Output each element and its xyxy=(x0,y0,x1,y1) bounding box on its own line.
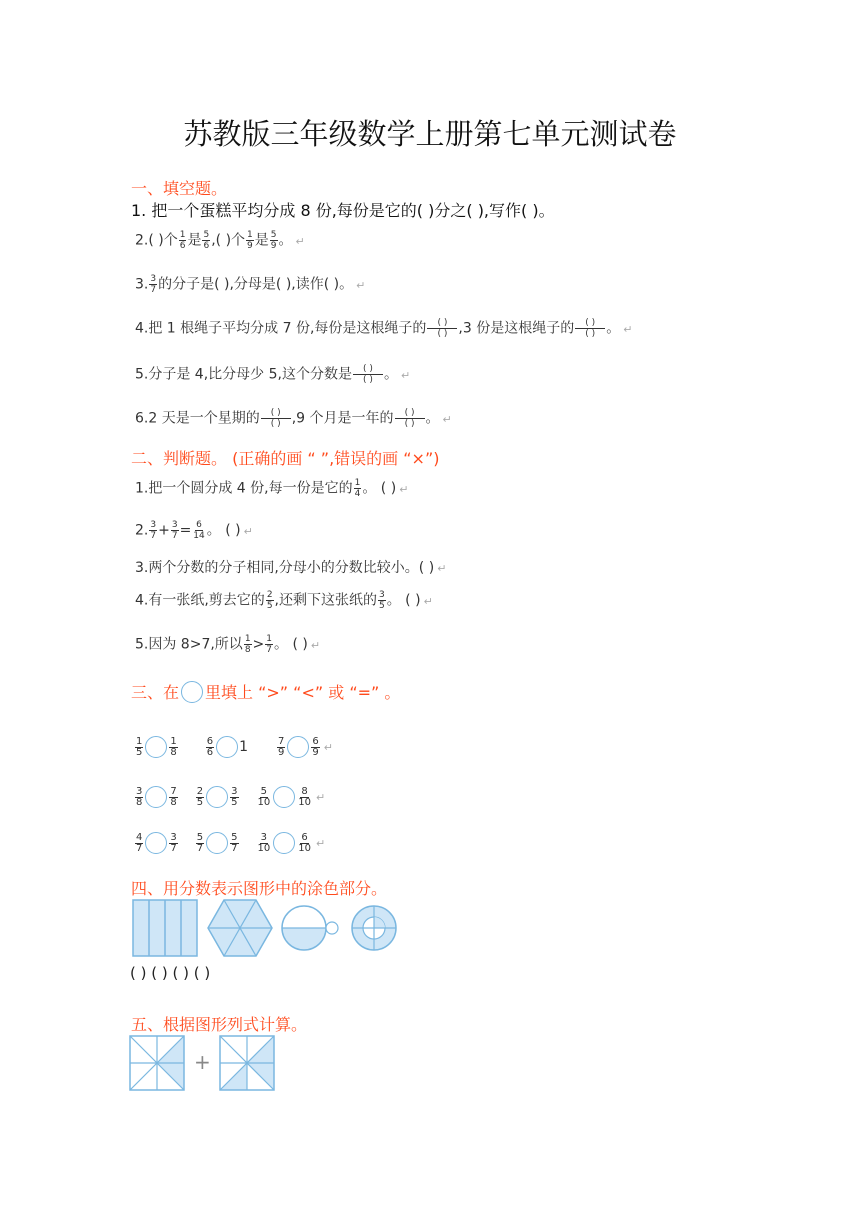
compare-answer-circle[interactable] xyxy=(145,786,167,808)
divided-square-figure-1 xyxy=(128,1034,188,1094)
judge-q4: 4.有一张纸,剪去它的 $\frac{2}{5}$ ,还剩下这张纸的 $\frac{3}{5}$ 。 ( ) ↵ xyxy=(135,590,433,611)
compare-answer-circle[interactable] xyxy=(216,736,238,758)
plus-sign: + xyxy=(194,1050,211,1074)
compare-circle-icon xyxy=(181,681,203,703)
fraction-one-fourth: $\frac{1}{4}$ xyxy=(354,478,361,499)
fraction-five-sixths: $\frac{5}{6}$ xyxy=(203,230,210,251)
fill-q5: 5.分子是 4,比分母少 5,这个分数是 ( ) ( ) 。 ↵ xyxy=(135,364,411,385)
fill-q2: 2.( )个 $\frac{1}{6}$ 是 $\frac{5}{6}$ ,( )个 $\frac{1}{9}$ 是 $\frac{5}{9}$ 。 ↵ xyxy=(135,230,305,251)
fraction-three-sevenths: $\frac{3}{7}$ xyxy=(150,274,157,295)
shaded-shapes-figure xyxy=(130,898,410,960)
judge-q3: 3.两个分数的分子相同,分母小的分数比较小。( ) ↵ xyxy=(135,560,447,576)
fraction-five-ninths: $\frac{5}{9}$ xyxy=(270,230,277,251)
compare-answer-circle[interactable] xyxy=(287,736,309,758)
blank-fraction: ( ) ( ) xyxy=(427,318,457,339)
judge-q5: 5.因为 8>7,所以 $\frac{1}{8}$ > $\frac{1}{7}$ 。 ( ) ↵ xyxy=(135,634,321,655)
shaded-rectangle-shape xyxy=(133,900,197,956)
divided-square-figure-2 xyxy=(218,1034,278,1094)
compare-row-1: 1 5 1 8 6 6 1 7 9 6 9 ↵ xyxy=(136,735,334,758)
compare-answer-circle[interactable] xyxy=(273,786,295,808)
fraction-one-ninth: $\frac{1}{9}$ xyxy=(247,230,253,251)
fill-q1: 1. 把一个蛋糕平均分成 8 份,每份是它的( )分之( ),写作( )。 xyxy=(131,201,555,220)
shape-answer-blanks: ( ) ( ) ( ) ( ) xyxy=(130,964,211,982)
compare-answer-circle[interactable] xyxy=(145,736,167,758)
fill-q4: 4.把 1 根绳子平均分成 7 份,每份是这根绳子的 ( ) ( ) ,3 份是这根绳子的 ( ) ( ) 。 ↵ xyxy=(135,318,633,339)
judge-q1: 1.把一个圆分成 4 份,每一份是它的 $\frac{1}{4}$ 。 ( ) ↵ xyxy=(135,478,409,499)
fill-q3: 3. $\frac{3}{7}$ 的分子是( ),分母是( ),读作( )。 ↵ xyxy=(135,274,366,295)
compare-answer-circle[interactable] xyxy=(145,832,167,854)
compare-answer-circle[interactable] xyxy=(206,786,228,808)
judge-q2: 2. $\frac{3}{7}$ + $\frac{3}{7}$ = $\frac{6}{14}$ 。 ( ) ↵ xyxy=(135,520,253,541)
compare-row-3: 4 7 3 7 5 7 5 7 3 10 6 10 ↵ xyxy=(136,831,326,854)
section-4-heading: 四、用分数表示图形中的涂色部分。 xyxy=(131,879,388,898)
shaded-hexagon-shape xyxy=(208,900,272,956)
section-5-heading: 五、根据图形列式计算。 xyxy=(131,1015,308,1034)
blank-fraction: ( ) ( ) xyxy=(575,318,605,339)
blank-fraction: ( ) ( ) xyxy=(261,408,291,429)
fill-q6: 6.2 天是一个星期的 ( ) ( ) ,9 个月是一年的 ( ) ( ) 。 ↵ xyxy=(135,408,452,429)
section-2-heading: 二、判断题。 (正确的画 “ ”,错误的画 “×”) xyxy=(131,449,440,468)
shaded-ring-shape xyxy=(352,906,396,950)
blank-fraction: ( ) ( ) xyxy=(395,408,425,429)
compare-answer-circle[interactable] xyxy=(273,832,295,854)
section-3-heading: 三、在 里填上 “>” “<” 或 “=” 。 xyxy=(131,680,400,703)
compare-answer-circle[interactable] xyxy=(206,832,228,854)
section-1-heading: 一、填空题。 xyxy=(131,179,228,198)
compare-row-2: 3 8 7 8 2 5 3 5 5 10 8 10 ↵ xyxy=(136,785,326,808)
blank-fraction: ( ) ( ) xyxy=(353,364,383,385)
page-title: 苏教版三年级数学上册第七单元测试卷 xyxy=(183,117,677,151)
shaded-half-circle-shape xyxy=(282,906,338,950)
fraction-six-fourteenths: $\frac{6}{14}$ xyxy=(193,520,205,541)
fraction-one-sixth: $\frac{1}{6}$ xyxy=(179,230,186,251)
